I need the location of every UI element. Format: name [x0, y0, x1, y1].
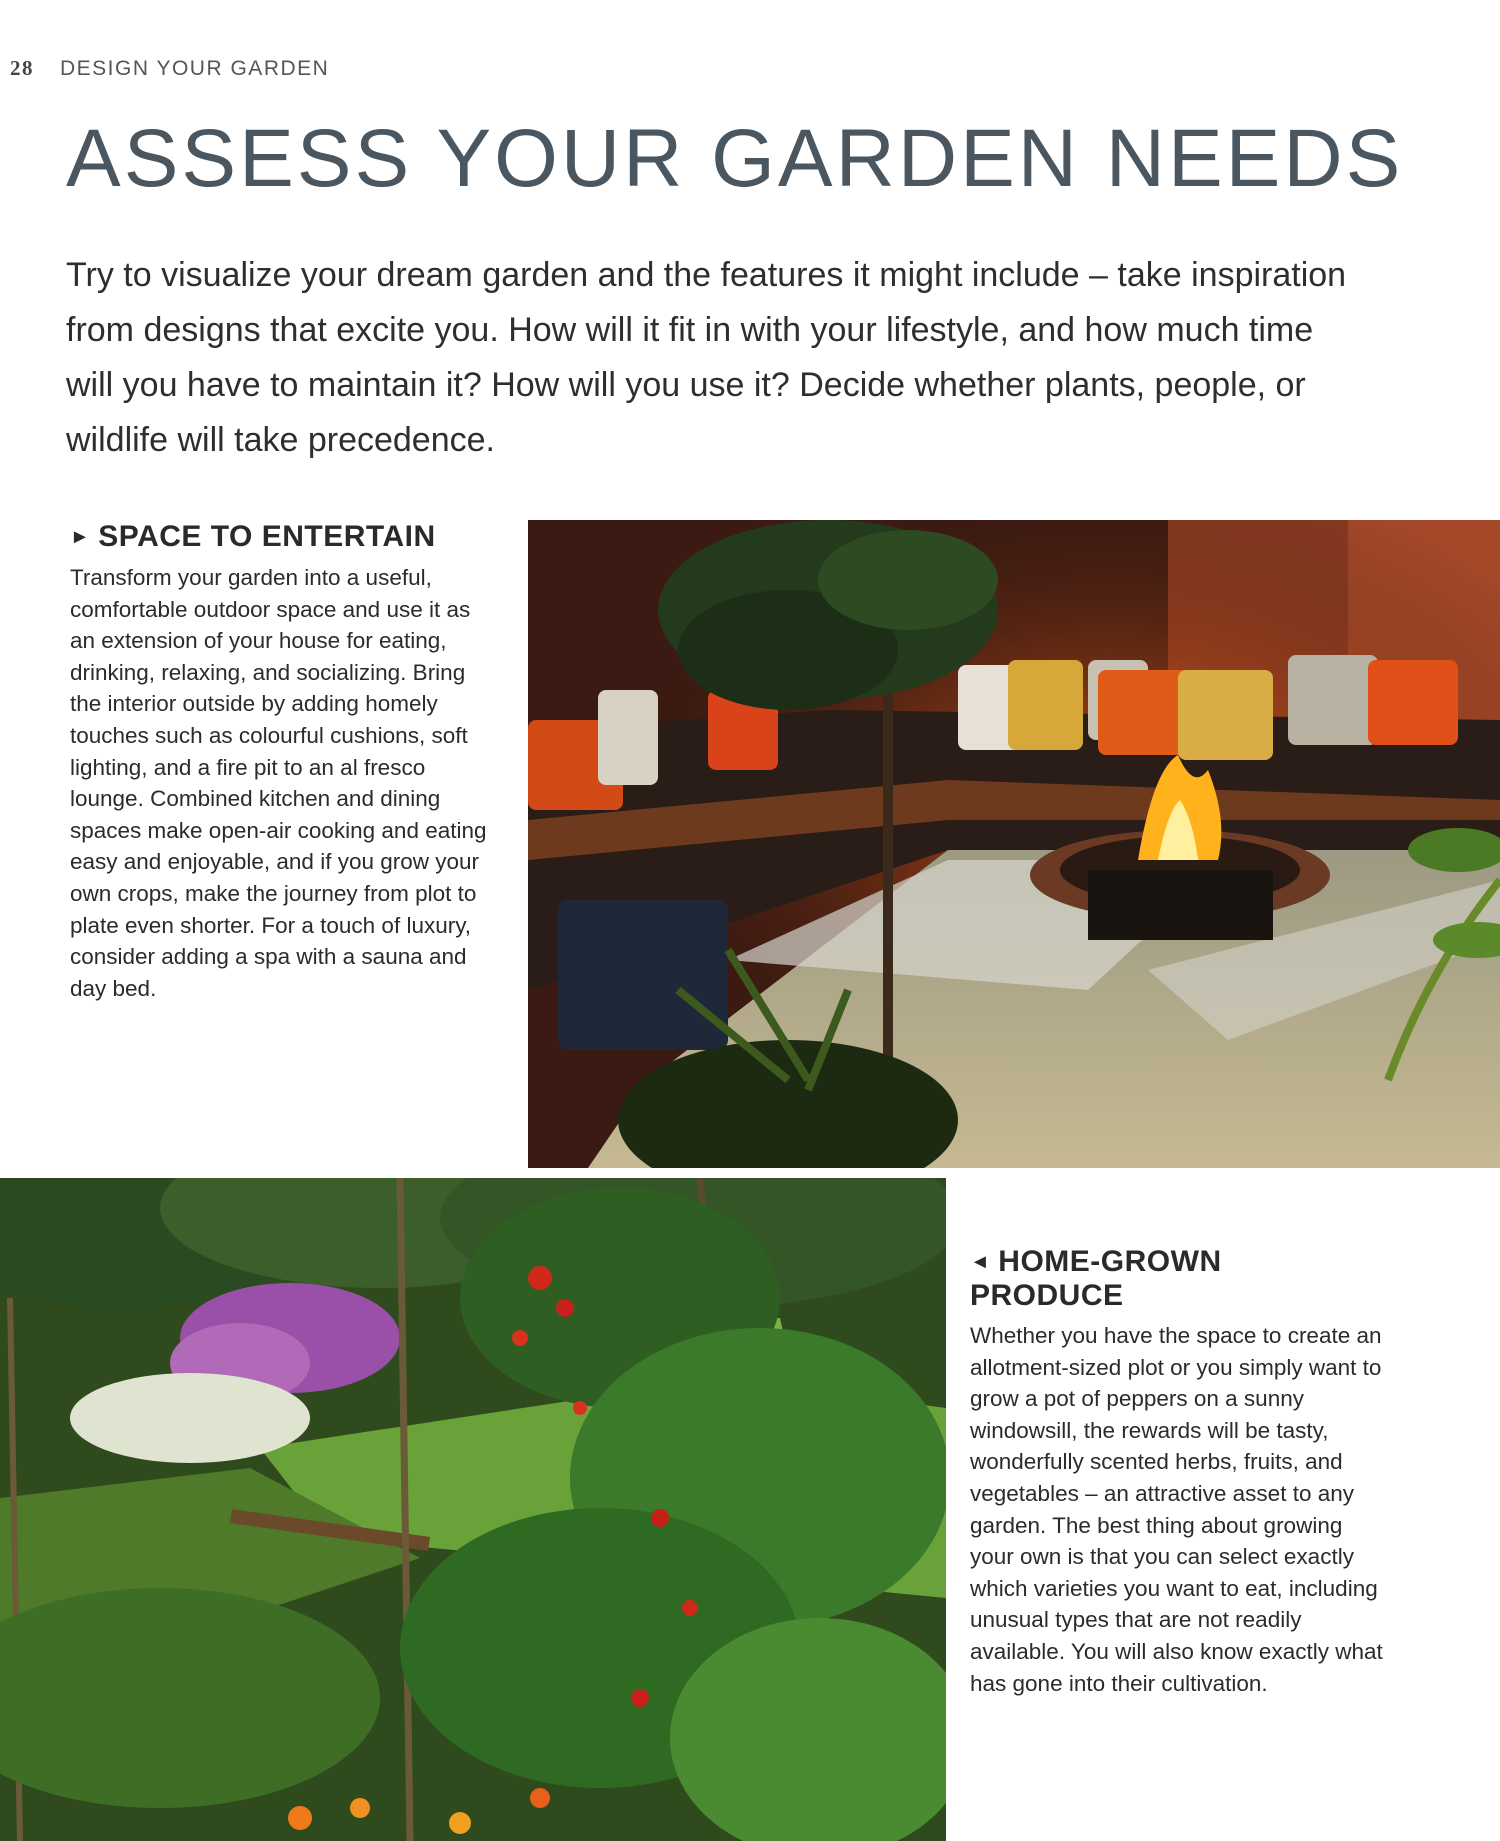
running-head [10, 56, 329, 81]
vegetable-garden-photo [0, 1178, 946, 1841]
arrow-left-icon: ◄ [970, 1251, 991, 1273]
section-heading-text: HOME-GROWN PRODUCE [970, 1245, 1222, 1312]
section-body-entertain: Transform your garden into a useful, comfortable outdoor space and use it as an extension of your house for eating, drinking, relaxing, and socializing. Bring the interior outside by adding homely touches such as colourful cushions, soft lighting, and a fire pit to an al fresco lounge. Combined kitchen and dining spaces make open-air cooking and eating easy and enjoyable, and if you grow your own crops, make the journey from plot to plate even shorter. For a touch of luxury, consider adding a spa with a sauna and day bed. [70, 565, 487, 1001]
section-body-produce: Whether you have the space to create an allotment-sized plot or you simply want to grow a pot of peppers on a sunny windowsill, the rewards will be tasty, wonderfully scented herbs, fruits, and vegetables – an attractive asset to any garden. The best thing about growing your own is that you can select exactly which varieties you want to eat, including unusual types that are not readily available. You will also know exactly what has gone into their cultivation. [970, 1323, 1383, 1696]
section-heading-text: SPACE TO ENTERTAIN [98, 520, 436, 553]
page-title: ASSESS YOUR GARDEN NEEDS [66, 113, 1404, 204]
page-number: 28 [10, 56, 34, 80]
intro-paragraph: Try to visualize your dream garden and the features it might include – take inspiration from designs that excite you. How will it fit in with your lifestyle, and how much time will you have to maintain it? How will you use it? Decide whether plants, people, or wildlife will take precedence. [66, 256, 1347, 459]
section-heading-produce [970, 1245, 1300, 1312]
section-name: DESIGN YOUR GARDEN [60, 57, 330, 80]
fire-pit-lounge-photo [528, 520, 1500, 1168]
section-heading-entertain [70, 520, 436, 554]
arrow-right-icon: ► [70, 526, 91, 548]
